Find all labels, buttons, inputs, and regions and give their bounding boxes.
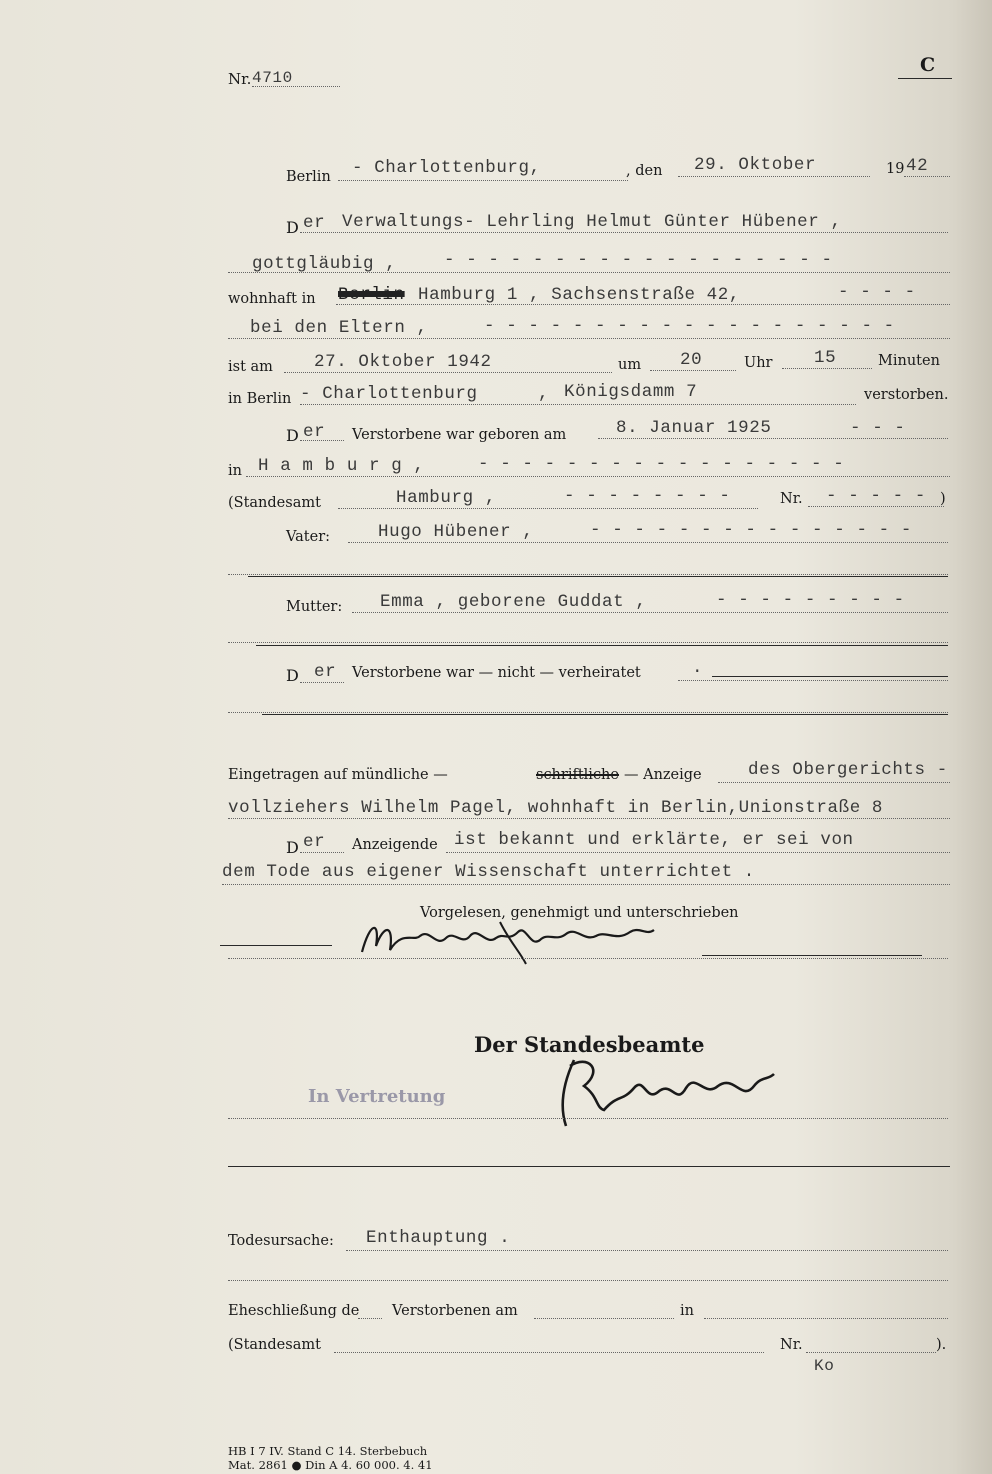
uhr-label: Uhr bbox=[744, 355, 773, 371]
marriage-de-dotline bbox=[358, 1318, 382, 1319]
ist-am-label: ist am bbox=[228, 359, 273, 375]
cause-dotline-2 bbox=[228, 1280, 948, 1281]
father-dotline-2 bbox=[228, 574, 948, 575]
nr-dotline bbox=[252, 86, 340, 87]
birth-place-dotline bbox=[246, 476, 950, 477]
mother-dashes: - - - - - - - - - bbox=[716, 590, 905, 610]
death-place-sep: , bbox=[538, 384, 550, 404]
registration-dotline-1 bbox=[718, 782, 950, 783]
marriage-place-dotline bbox=[704, 1318, 948, 1319]
reg-der-prefix: D bbox=[286, 838, 299, 857]
registration-label-end: — Anzeige bbox=[624, 767, 702, 783]
father-dotline bbox=[348, 542, 948, 543]
marriage-in-label: in bbox=[680, 1303, 694, 1319]
death-minute: 15 bbox=[814, 348, 837, 368]
religion-dashes: - - - - - - - - - - - - - - - - - - bbox=[444, 250, 833, 270]
marital-strike-rule bbox=[712, 676, 948, 677]
marital-dotline-2 bbox=[228, 712, 948, 713]
standesamt-nr-label: Nr. bbox=[780, 491, 803, 507]
official-rule bbox=[228, 1166, 950, 1167]
birth-place: H a m b u r g , bbox=[258, 456, 425, 476]
marital-dotline bbox=[678, 680, 948, 681]
occupation-name: Verwaltungs- Lehrling Helmut Günter Hübener , bbox=[342, 212, 842, 232]
death-place: - Charlottenburg bbox=[300, 384, 478, 404]
marital-der-prefix: D bbox=[286, 666, 299, 685]
marital-mark: . bbox=[692, 658, 704, 678]
registration-value-4: dem Tode aus eigener Wissenschaft unterrichtet . bbox=[222, 862, 755, 882]
marriage-date-dotline bbox=[534, 1318, 674, 1319]
registration-dotline-3 bbox=[446, 852, 950, 853]
father-label: Vater: bbox=[286, 529, 331, 545]
year-value: 42 bbox=[906, 156, 929, 176]
standesamt-value: Hamburg , bbox=[396, 488, 496, 508]
reg-der-suffix: er bbox=[303, 832, 326, 852]
address-extra: bei den Eltern , bbox=[250, 318, 428, 338]
minuten-label: Minuten bbox=[878, 353, 940, 369]
date-dotline bbox=[678, 176, 870, 177]
father-strike-rule bbox=[248, 576, 948, 577]
cause-label: Todesursache: bbox=[228, 1233, 334, 1249]
mother-value: Emma , geborene Guddat , bbox=[380, 592, 647, 612]
marriage-close: ). bbox=[936, 1337, 947, 1353]
birth-der-dotline bbox=[300, 440, 344, 441]
marital-text: Verstorbene war — nicht — verheiratet bbox=[352, 665, 641, 681]
reg-der-dotline bbox=[300, 852, 344, 853]
birth-date-dotline bbox=[598, 438, 948, 439]
hour-dotline bbox=[650, 370, 736, 371]
informant-signature bbox=[350, 912, 670, 968]
name-dotline bbox=[300, 232, 948, 233]
verstorben-label: verstorben. bbox=[864, 387, 949, 403]
clerk-initials: Ko bbox=[814, 1357, 835, 1375]
death-hour: 20 bbox=[680, 350, 703, 370]
birth-dashes: - - - bbox=[850, 418, 906, 438]
registration-dotline-4 bbox=[222, 884, 950, 885]
signoff-text: Vorgelesen, genehmigt und unterschrieben bbox=[420, 905, 739, 921]
marital-der-suffix: er bbox=[314, 662, 337, 682]
cause-value: Enthauptung . bbox=[366, 1228, 511, 1248]
marital-strike-rule-2 bbox=[262, 714, 948, 715]
birth-place-dashes: - - - - - - - - - - - - - - - - - bbox=[478, 454, 845, 474]
standesamt-dotline bbox=[338, 508, 758, 509]
mother-dotline bbox=[352, 612, 948, 613]
signature-left-rule bbox=[220, 945, 332, 946]
signature-right-rule bbox=[702, 955, 922, 956]
um-label: um bbox=[618, 357, 642, 373]
year-dotline bbox=[904, 176, 950, 177]
religion-value: gottgläubig , bbox=[252, 254, 397, 274]
date-value: 29. Oktober bbox=[694, 155, 817, 175]
city-label: Berlin bbox=[286, 169, 331, 185]
religion-dotline bbox=[228, 272, 950, 273]
standesamt-close: ) bbox=[940, 491, 946, 507]
father-dashes: - - - - - - - - - - - - - - - bbox=[590, 520, 912, 540]
registration-dotline-2 bbox=[228, 818, 950, 819]
marriage-nr-dotline bbox=[806, 1352, 936, 1353]
registration-struck: schriftliche bbox=[536, 767, 619, 783]
mother-strike-rule bbox=[256, 645, 948, 646]
mother-dotline-2 bbox=[228, 642, 948, 643]
mother-label: Mutter: bbox=[286, 599, 343, 615]
district-value: - Charlottenburg, bbox=[352, 158, 541, 178]
marriage-label-2: Verstorbenen am bbox=[392, 1303, 518, 1319]
standesamt-nr-dashes: - - - - - bbox=[826, 486, 926, 506]
stamp-in-vertretung: In Vertretung bbox=[308, 1086, 446, 1107]
official-title: Der Standesbeamte bbox=[474, 1032, 705, 1057]
der-prefix: D bbox=[286, 218, 299, 237]
death-date: 27. Oktober 1942 bbox=[314, 352, 492, 372]
cause-dotline bbox=[346, 1250, 948, 1251]
death-place-dotline bbox=[300, 404, 856, 405]
section-underline bbox=[898, 78, 952, 79]
born-label: Verstorbene war geboren am bbox=[352, 427, 567, 443]
death-street: Königsdamm 7 bbox=[564, 382, 698, 402]
struck-city: Berlin bbox=[338, 285, 405, 305]
death-date-dotline bbox=[284, 372, 612, 373]
standesamt-dashes: - - - - - - - - bbox=[564, 486, 731, 506]
minute-dotline bbox=[782, 368, 872, 369]
address-extra-dotline bbox=[228, 338, 950, 339]
father-value: Hugo Hübener , bbox=[378, 522, 534, 542]
birth-der-suffix: er bbox=[303, 422, 326, 442]
footer-line-2: Mat. 2861 ● Din A 4. 60 000. 4. 41 bbox=[228, 1458, 433, 1472]
in-berlin-label: in Berlin bbox=[228, 391, 292, 407]
nr-label: Nr. bbox=[228, 70, 252, 88]
registration-value-3: ist bekannt und erklärte, er sei von bbox=[454, 830, 854, 850]
birth-in-label: in bbox=[228, 463, 242, 479]
anzeigende-label: Anzeigende bbox=[352, 837, 438, 853]
birth-date: 8. Januar 1925 bbox=[616, 418, 772, 438]
footer-line-1: HB I 7 IV. Stand C 14. Sterbebuch bbox=[228, 1444, 428, 1458]
registration-value-1: des Obergerichts - bbox=[748, 760, 948, 780]
standesamt-nr-dotline bbox=[808, 506, 944, 507]
marriage-label-1: Eheschließung de bbox=[228, 1303, 360, 1319]
standesamt-label: (Standesamt bbox=[228, 495, 321, 511]
address-dotline bbox=[336, 304, 950, 305]
marriage-standesamt-label: (Standesamt bbox=[228, 1337, 321, 1353]
address-value: Hamburg 1 , Sachsenstraße 42, bbox=[418, 285, 740, 305]
registration-label-start: Eingetragen auf mündliche — bbox=[228, 767, 448, 783]
district-dotline bbox=[338, 180, 628, 181]
official-dotline bbox=[228, 1118, 948, 1119]
address-dashes: - - - - bbox=[838, 282, 916, 302]
year-prefix: 19 bbox=[886, 161, 905, 177]
signature-dotline bbox=[228, 958, 948, 959]
address-extra-dashes: - - - - - - - - - - - - - - - - - - - bbox=[484, 316, 895, 336]
marriage-standesamt-dotline bbox=[334, 1352, 764, 1353]
section-letter: C bbox=[920, 54, 936, 76]
marital-der-dotline bbox=[300, 682, 344, 683]
marriage-nr-label: Nr. bbox=[780, 1337, 803, 1353]
official-signature bbox=[548, 1046, 778, 1136]
register-number: 4710 bbox=[252, 69, 293, 87]
birth-der-prefix: D bbox=[286, 426, 299, 445]
wohnhaft-label: wohnhaft in bbox=[228, 291, 316, 307]
registration-value-2: vollziehers Wilhelm Pagel, wohnhaft in Berlin,Unionstraße 8 bbox=[228, 798, 884, 818]
den-label: , den bbox=[626, 163, 663, 179]
der-suffix: er bbox=[303, 213, 326, 233]
